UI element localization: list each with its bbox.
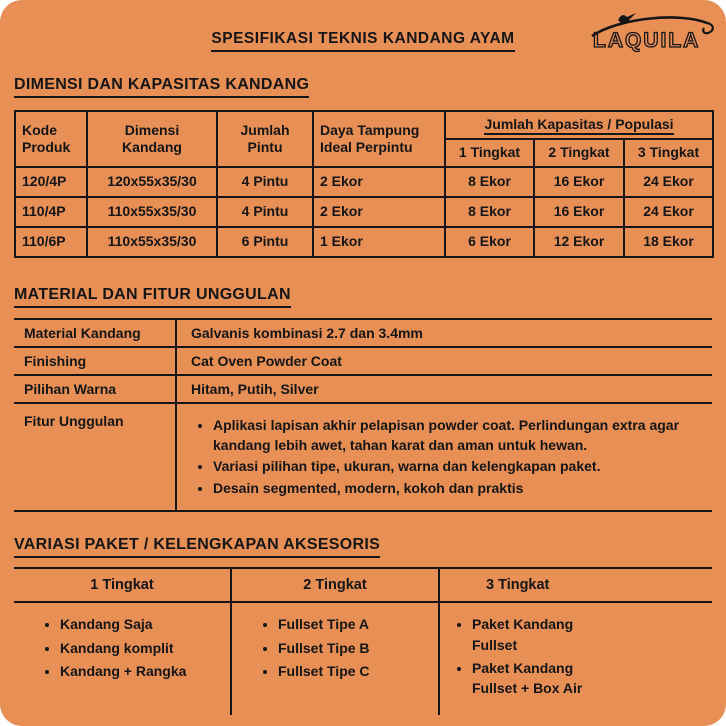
material-value: Hitam, Putih, Silver <box>191 381 319 397</box>
list-item: • Aplikasi lapisan akhir pelapisan powder coat. Perlindungan extra agar kandang lebih awet, tahan karat dan aman untuk hewan. <box>213 416 696 455</box>
list-item: • Kandang + Rangka <box>60 661 230 681</box>
table-row <box>14 348 712 376</box>
table-cell: 120x55x35/30 <box>87 167 217 197</box>
col-header-dimensi-kandang: Dimensi Kandang <box>87 111 217 167</box>
col-header-1-tingkat: 1 Tingkat <box>445 139 534 167</box>
paket-header-3-tingkat: 3 Tingkat <box>486 577 550 594</box>
table-header-row <box>15 111 713 139</box>
paket-header-1-tingkat: 1 Tingkat <box>14 569 232 601</box>
material-value: Cat Oven Powder Coat <box>191 353 342 369</box>
brand-logo-graphic <box>588 8 716 54</box>
paket-column-2 <box>232 603 440 715</box>
table-row <box>14 376 712 404</box>
table-cell: 110/6P <box>15 227 87 257</box>
paket-body-row <box>14 603 712 715</box>
table-cell: 16 Ekor <box>534 167 624 197</box>
material-value <box>177 404 712 510</box>
logo-curl <box>703 23 713 33</box>
table-cell: 16 Ekor <box>534 197 624 227</box>
material-label: Pilihan Warna <box>14 376 177 402</box>
col-header-daya-tampung: Daya Tampung Ideal Perpintu <box>313 111 445 167</box>
paket-list <box>232 614 438 681</box>
brand-name: LAQUILA <box>593 29 701 52</box>
section-heading-material: MATERIAL DAN FITUR UNGGULAN <box>14 286 291 308</box>
section-heading-dimensi: DIMENSI DAN KAPASITAS KANDANG <box>14 76 309 98</box>
page-title: SPESIFIKASI TEKNIS KANDANG AYAM <box>211 30 514 52</box>
table-cell: 24 Ekor <box>624 197 713 227</box>
paket-column-3 <box>440 603 712 715</box>
paket-list <box>440 614 590 698</box>
bird-icon <box>618 13 636 24</box>
table-cell: 6 Ekor <box>445 227 534 257</box>
material-value: Galvanis kombinasi 2.7 dan 3.4mm <box>191 325 423 341</box>
brand-logo <box>588 8 716 54</box>
material-label: Finishing <box>14 348 177 374</box>
paket-table <box>14 567 712 715</box>
table-cell: 2 Ekor <box>313 197 445 227</box>
table-cell: 2 Ekor <box>313 167 445 197</box>
content <box>0 52 726 715</box>
list-item: • Desain segmented, modern, kokoh dan praktis <box>213 479 696 499</box>
list-item: • Fullset Tipe A <box>278 614 438 634</box>
paket-column-1 <box>14 603 232 715</box>
dimensi-table <box>14 110 714 258</box>
table-cell: 120/4P <box>15 167 87 197</box>
list-item: • Kandang Saja <box>60 614 230 634</box>
paket-header-row <box>14 569 712 603</box>
table-cell: 18 Ekor <box>624 227 713 257</box>
table-row <box>15 167 713 197</box>
table-cell: 110x55x35/30 <box>87 197 217 227</box>
table-cell: 8 Ekor <box>445 167 534 197</box>
list-item: • Fullset Tipe B <box>278 638 438 658</box>
table-cell: 1 Ekor <box>313 227 445 257</box>
table-row <box>14 404 712 512</box>
col-header-2-tingkat: 2 Tingkat <box>534 139 624 167</box>
table-cell: 24 Ekor <box>624 167 713 197</box>
col-header-kapasitas-populasi: Jumlah Kapasitas / Populasi <box>445 111 713 139</box>
dimensi-table-head <box>15 111 713 167</box>
list-item: • Paket Kandang Fullset + Box Air <box>472 658 590 699</box>
table-row <box>14 320 712 348</box>
table-cell: 110x55x35/30 <box>87 227 217 257</box>
table-cell: 6 Pintu <box>217 227 313 257</box>
paket-header-2-tingkat: 2 Tingkat <box>232 569 440 601</box>
section-heading-paket: VARIASI PAKET / KELENGKAPAN AKSESORIS <box>14 536 380 558</box>
dimensi-table-body <box>15 167 713 257</box>
table-cell: 110/4P <box>15 197 87 227</box>
material-table <box>14 318 712 512</box>
list-item: • Paket Kandang Fullset <box>472 614 590 655</box>
table-cell: 4 Pintu <box>217 167 313 197</box>
fitur-list <box>191 414 696 500</box>
col-header-kode-produk: Kode Produk <box>15 111 87 167</box>
list-item: • Kandang komplit <box>60 638 230 658</box>
table-cell: 4 Pintu <box>217 197 313 227</box>
col-header-jumlah-pintu: Jumlah Pintu <box>217 111 313 167</box>
material-label: Material Kandang <box>14 320 177 346</box>
list-item: • Variasi pilihan tipe, ukuran, warna dan kelengkapan paket. <box>213 457 696 477</box>
table-row <box>15 197 713 227</box>
material-label: Fitur Unggulan <box>14 404 177 510</box>
table-row <box>15 227 713 257</box>
table-cell: 8 Ekor <box>445 197 534 227</box>
list-item: • Fullset Tipe C <box>278 661 438 681</box>
col-header-3-tingkat: 3 Tingkat <box>624 139 713 167</box>
table-cell: 12 Ekor <box>534 227 624 257</box>
paket-list <box>14 614 230 681</box>
